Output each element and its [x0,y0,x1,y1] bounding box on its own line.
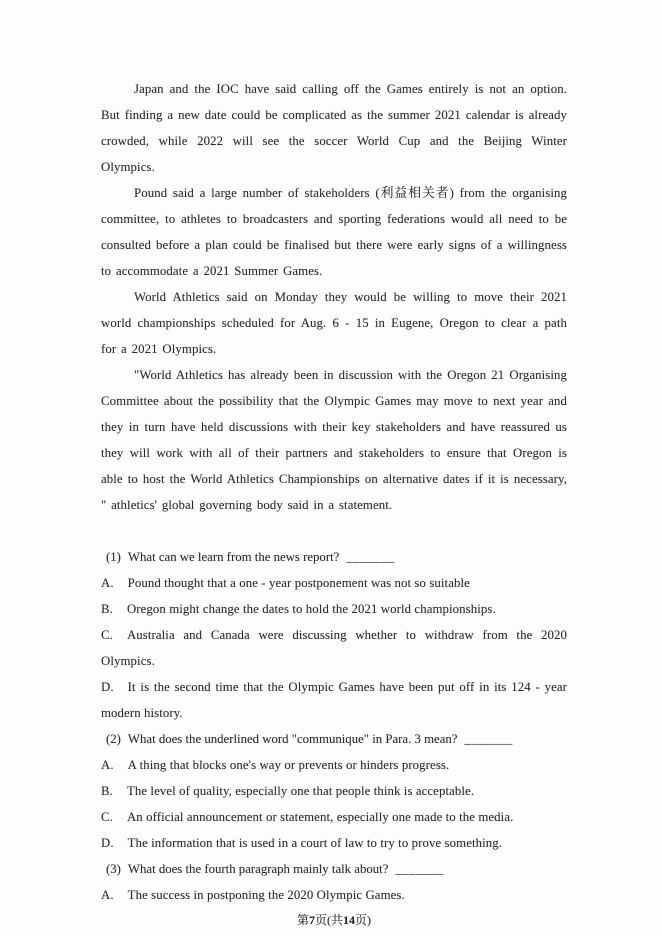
reading-passage [101,76,567,518]
question-3-text: What does the fourth paragraph mainly talk about? [127,862,389,876]
footer-page-number: 7 [309,913,315,927]
option-letter: D. [101,680,114,694]
option-letter: A. [101,576,114,590]
option-letter: B. [101,602,113,616]
question-2-option-b [101,778,567,804]
footer-suffix: 页) [355,913,371,927]
option-letter: B. [101,784,113,798]
question-1-option-a [101,570,567,596]
question-2-number: (2) [106,732,121,746]
option-letter: A. [101,758,114,772]
passage-paragraph-4: "World Athletics has already been in discussion with the Oregon 21 Organising Committee about the possibility that the Olympic Games may move to next year and they in turn have held discussions with their key stakeholders and have reassured us they will work with all of their partners and stakeholders to ensure that Oregon is able to host the World Athletics Championships on alternative dates if it is necessary, " athletics' global governing body said in a statement. [101,368,567,512]
question-3-number: (3) [106,862,121,876]
passage-paragraph-1: Japan and the IOC have said calling off the Games entirely is not an option. But finding a new date could be complicated as the summer 2021 calendar is already crowded, while 2022 will see the soccer World Cup and the Beijing Winter Olympics. [101,82,567,174]
question-2-answer-blank: _______ [464,732,513,746]
passage-paragraph-3: World Athletics said on Monday they would be willing to move their 2021 world championships scheduled for Aug. 6 - 15 in Eugene, Oregon to clear a path for a 2021 Olympics. [101,290,567,356]
option-text: The level of quality, especially one that people think is acceptable. [126,784,475,798]
passage-paragraph-2: Pound said a large number of stakeholders (利益相关者) from the organising committee, to athletes to broadcasters and sporting federations would all need to be consulted before a plan could be finalised but there were early signs of a willingness to accommodate a 2021 Summer Games. [101,186,567,278]
footer-prefix: 第 [296,913,309,927]
option-text: An official announcement or statement, especially one made to the media. [126,810,514,824]
option-letter: D. [101,836,114,850]
question-1-number: (1) [106,550,121,564]
option-text: A thing that blocks one's way or prevents or hinders progress. [127,758,450,772]
question-2-option-c [101,804,567,830]
option-text: The success in postponing the 2020 Olympic Games. [127,888,405,902]
question-3-option-a [101,882,567,908]
option-letter: A. [101,888,114,902]
question-1-option-d [101,674,567,726]
question-1-option-c [101,622,567,674]
question-2-text: What does the underlined word "communique" in Para. 3 mean? [127,732,458,746]
question-2-option-a [101,752,567,778]
option-text: It is the second time that the Olympic Games have been put off in its 124 - year modern history. [101,680,567,720]
option-text: Pound thought that a one - year postponement was not so suitable [127,576,470,590]
question-3-answer-blank: _______ [395,862,444,876]
option-text: Oregon might change the dates to hold the 2021 world championships. [126,602,496,616]
question-1-answer-blank: _______ [346,550,395,564]
questions-section [101,544,567,908]
option-letter: C. [101,628,113,642]
question-1-text: What can we learn from the news report? [127,550,340,564]
question-2-prompt [101,726,567,752]
page-number-footer [101,910,567,930]
footer-middle: 页(共 [315,913,343,927]
option-text: Australia and Canada were discussing whether to withdraw from the 2020 Olympics. [101,628,567,668]
question-1-prompt [101,544,567,570]
question-1-option-b [101,596,567,622]
question-2-option-d [101,830,567,856]
question-3-prompt [101,856,567,882]
option-text: The information that is used in a court of law to try to prove something. [127,836,503,850]
option-letter: C. [101,810,113,824]
footer-total-pages: 14 [343,913,355,927]
